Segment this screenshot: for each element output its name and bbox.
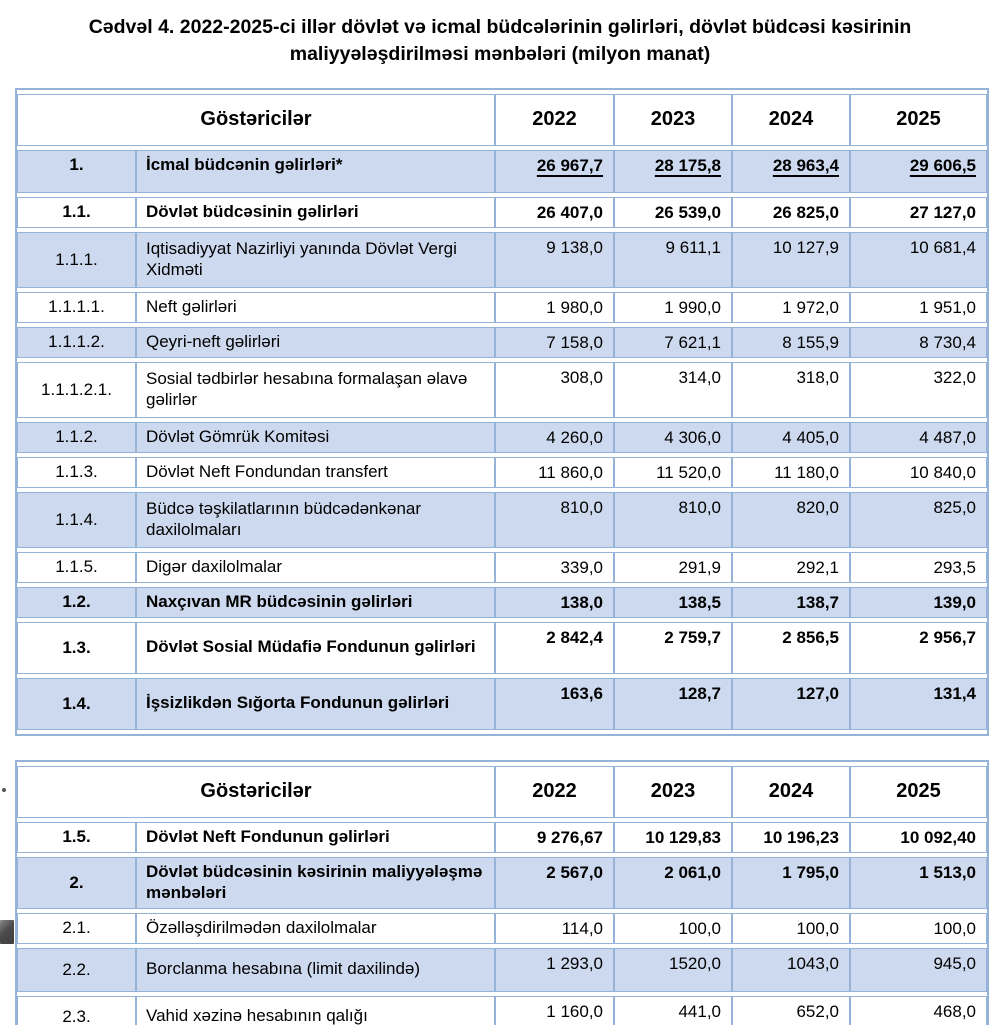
row-label-cell: Iqtisadiyyat Nazirliyi yanında Dövlət Vergi Xidməti bbox=[136, 232, 495, 288]
table-row bbox=[17, 197, 987, 228]
table-row bbox=[17, 492, 987, 548]
row-label-cell: Dövlət büdcəsinin kəsirinin maliyyələşmə mənbələri bbox=[136, 857, 495, 909]
value-cell-2025: 4 487,0 bbox=[850, 422, 987, 453]
value-cell-2024: 820,0 bbox=[732, 492, 850, 548]
table-header-row bbox=[17, 94, 987, 146]
row-number-cell: 1.5. bbox=[17, 822, 136, 853]
value-cell-2023: 128,7 bbox=[614, 678, 732, 730]
column-header-year-2024: 2024 bbox=[732, 94, 850, 146]
value-cell-2022: 11 860,0 bbox=[495, 457, 614, 488]
value-cell-2023: 11 520,0 bbox=[614, 457, 732, 488]
left-edge-scan-artifact bbox=[0, 920, 14, 944]
value-cell-2025: 10 681,4 bbox=[850, 232, 987, 288]
value-cell-2022: 114,0 bbox=[495, 913, 614, 944]
table-header-row bbox=[17, 766, 987, 818]
value-cell-2025: 468,0 bbox=[850, 996, 987, 1025]
value-cell-2022: 1 293,0 bbox=[495, 948, 614, 992]
value-cell-2023: 441,0 bbox=[614, 996, 732, 1025]
value-cell-2022: 9 276,67 bbox=[495, 822, 614, 853]
value-cell-2025: 139,0 bbox=[850, 587, 987, 618]
row-number-cell: 1.1.5. bbox=[17, 552, 136, 583]
row-label-cell: Naxçıvan MR büdcəsinin gəlirləri bbox=[136, 587, 495, 618]
stray-dot-artifact bbox=[2, 788, 6, 792]
value-cell-2023: 7 621,1 bbox=[614, 327, 732, 358]
column-header-year-2022: 2022 bbox=[495, 766, 614, 818]
row-label-cell: Dövlət Neft Fondundan transfert bbox=[136, 457, 495, 488]
value-cell-2023: 1520,0 bbox=[614, 948, 732, 992]
value-cell-2023: 100,0 bbox=[614, 913, 732, 944]
table-row bbox=[17, 327, 987, 358]
column-header-indicators: Göstəricilər bbox=[17, 766, 495, 818]
value-cell-2025: 1 951,0 bbox=[850, 292, 987, 323]
value-cell-2023: 2 061,0 bbox=[614, 857, 732, 909]
value-cell-2025: 10 092,40 bbox=[850, 822, 987, 853]
row-number-cell: 2.2. bbox=[17, 948, 136, 992]
value-cell-2023: 26 539,0 bbox=[614, 197, 732, 228]
value-cell-2025: 825,0 bbox=[850, 492, 987, 548]
budget-table-2 bbox=[15, 760, 989, 1025]
value-cell-2022: 2 567,0 bbox=[495, 857, 614, 909]
column-header-year-2023: 2023 bbox=[614, 766, 732, 818]
table-row bbox=[17, 232, 987, 288]
row-label-cell: Qeyri-neft gəlirləri bbox=[136, 327, 495, 358]
table-row bbox=[17, 622, 987, 674]
table-row bbox=[17, 822, 987, 853]
page-title: Cədvəl 4. 2022-2025-ci illər dövlət və icmal büdcələrinin gəlirləri, dövlət büdcəsi kəsirinin maliyyələşdirilməsi mənbələri (milyon manat) bbox=[88, 16, 912, 65]
table-row bbox=[17, 552, 987, 583]
value-cell-2023: 1 990,0 bbox=[614, 292, 732, 323]
value-cell-2024: 4 405,0 bbox=[732, 422, 850, 453]
table-row bbox=[17, 948, 987, 992]
value-cell-2024: 127,0 bbox=[732, 678, 850, 730]
budget-table-1 bbox=[15, 88, 989, 736]
row-label-cell: Dövlət Neft Fondunun gəlirləri bbox=[136, 822, 495, 853]
value-cell-2024: 28 963,4 bbox=[732, 150, 850, 193]
row-label-cell: Vahid xəzinə hesabının qalığı bbox=[136, 996, 495, 1025]
row-label-cell: Dövlət Gömrük Komitəsi bbox=[136, 422, 495, 453]
value-cell-2022: 4 260,0 bbox=[495, 422, 614, 453]
value-cell-2023: 10 129,83 bbox=[614, 822, 732, 853]
value-cell-2024: 1 795,0 bbox=[732, 857, 850, 909]
row-label-cell: Digər daxilolmalar bbox=[136, 552, 495, 583]
value-cell-2024: 10 196,23 bbox=[732, 822, 850, 853]
value-cell-2023: 810,0 bbox=[614, 492, 732, 548]
column-header-year-2023: 2023 bbox=[614, 94, 732, 146]
table-row bbox=[17, 678, 987, 730]
row-label-cell: Dövlət büdcəsinin gəlirləri bbox=[136, 197, 495, 228]
value-cell-2025: 322,0 bbox=[850, 362, 987, 418]
column-header-indicators: Göstəricilər bbox=[17, 94, 495, 146]
second-table-section bbox=[0, 760, 1000, 1025]
column-header-year-2025: 2025 bbox=[850, 94, 987, 146]
table-row bbox=[17, 457, 987, 488]
value-cell-2022: 26 967,7 bbox=[495, 150, 614, 193]
value-cell-2022: 1 160,0 bbox=[495, 996, 614, 1025]
row-number-cell: 1. bbox=[17, 150, 136, 193]
column-header-year-2024: 2024 bbox=[732, 766, 850, 818]
table-row bbox=[17, 857, 987, 909]
table-row bbox=[17, 996, 987, 1025]
row-number-cell: 1.1.1.2.1. bbox=[17, 362, 136, 418]
table-row bbox=[17, 913, 987, 944]
value-cell-2023: 9 611,1 bbox=[614, 232, 732, 288]
value-cell-2025: 29 606,5 bbox=[850, 150, 987, 193]
value-cell-2023: 291,9 bbox=[614, 552, 732, 583]
row-number-cell: 2.3. bbox=[17, 996, 136, 1025]
value-cell-2024: 1043,0 bbox=[732, 948, 850, 992]
value-cell-2024: 318,0 bbox=[732, 362, 850, 418]
row-label-cell: Borclanma hesabına (limit daxilində) bbox=[136, 948, 495, 992]
row-number-cell: 1.1. bbox=[17, 197, 136, 228]
row-label-cell: İcmal büdcənin gəlirləri* bbox=[136, 150, 495, 193]
value-cell-2023: 2 759,7 bbox=[614, 622, 732, 674]
value-cell-2022: 308,0 bbox=[495, 362, 614, 418]
value-cell-2025: 293,5 bbox=[850, 552, 987, 583]
row-number-cell: 2.1. bbox=[17, 913, 136, 944]
row-label-cell: İşsizlikdən Sığorta Fondunun gəlirləri bbox=[136, 678, 495, 730]
value-cell-2022: 7 158,0 bbox=[495, 327, 614, 358]
value-cell-2025: 100,0 bbox=[850, 913, 987, 944]
row-number-cell: 1.1.1.1. bbox=[17, 292, 136, 323]
row-number-cell: 2. bbox=[17, 857, 136, 909]
row-number-cell: 1.4. bbox=[17, 678, 136, 730]
value-cell-2025: 2 956,7 bbox=[850, 622, 987, 674]
table-row bbox=[17, 362, 987, 418]
table-row bbox=[17, 587, 987, 618]
value-cell-2022: 9 138,0 bbox=[495, 232, 614, 288]
row-number-cell: 1.1.1.2. bbox=[17, 327, 136, 358]
value-cell-2024: 10 127,9 bbox=[732, 232, 850, 288]
row-label-cell: Sosial tədbirlər hesabına formalaşan əlavə gəlirlər bbox=[136, 362, 495, 418]
value-cell-2022: 339,0 bbox=[495, 552, 614, 583]
value-cell-2023: 138,5 bbox=[614, 587, 732, 618]
value-cell-2025: 131,4 bbox=[850, 678, 987, 730]
row-number-cell: 1.1.2. bbox=[17, 422, 136, 453]
value-cell-2024: 2 856,5 bbox=[732, 622, 850, 674]
row-number-cell: 1.2. bbox=[17, 587, 136, 618]
table-row bbox=[17, 292, 987, 323]
table-row bbox=[17, 150, 987, 193]
value-cell-2024: 652,0 bbox=[732, 996, 850, 1025]
row-number-cell: 1.1.3. bbox=[17, 457, 136, 488]
row-number-cell: 1.1.4. bbox=[17, 492, 136, 548]
value-cell-2022: 2 842,4 bbox=[495, 622, 614, 674]
column-header-year-2022: 2022 bbox=[495, 94, 614, 146]
value-cell-2025: 1 513,0 bbox=[850, 857, 987, 909]
row-label-cell: Dövlət Sosial Müdafiə Fondunun gəlirləri bbox=[136, 622, 495, 674]
value-cell-2025: 10 840,0 bbox=[850, 457, 987, 488]
value-cell-2024: 1 972,0 bbox=[732, 292, 850, 323]
value-cell-2022: 26 407,0 bbox=[495, 197, 614, 228]
row-number-cell: 1.1.1. bbox=[17, 232, 136, 288]
row-number-cell: 1.3. bbox=[17, 622, 136, 674]
row-label-cell: Özəlləşdirilmədən daxilolmalar bbox=[136, 913, 495, 944]
value-cell-2022: 810,0 bbox=[495, 492, 614, 548]
value-cell-2025: 27 127,0 bbox=[850, 197, 987, 228]
value-cell-2025: 8 730,4 bbox=[850, 327, 987, 358]
value-cell-2023: 314,0 bbox=[614, 362, 732, 418]
value-cell-2024: 292,1 bbox=[732, 552, 850, 583]
value-cell-2023: 28 175,8 bbox=[614, 150, 732, 193]
column-header-year-2025: 2025 bbox=[850, 766, 987, 818]
row-label-cell: Büdcə təşkilatlarının büdcədənkənar daxilolmaları bbox=[136, 492, 495, 548]
table-row bbox=[17, 422, 987, 453]
value-cell-2023: 4 306,0 bbox=[614, 422, 732, 453]
value-cell-2024: 138,7 bbox=[732, 587, 850, 618]
value-cell-2024: 100,0 bbox=[732, 913, 850, 944]
value-cell-2022: 163,6 bbox=[495, 678, 614, 730]
value-cell-2024: 8 155,9 bbox=[732, 327, 850, 358]
value-cell-2022: 138,0 bbox=[495, 587, 614, 618]
value-cell-2024: 11 180,0 bbox=[732, 457, 850, 488]
row-label-cell: Neft gəlirləri bbox=[136, 292, 495, 323]
value-cell-2022: 1 980,0 bbox=[495, 292, 614, 323]
value-cell-2024: 26 825,0 bbox=[732, 197, 850, 228]
value-cell-2025: 945,0 bbox=[850, 948, 987, 992]
